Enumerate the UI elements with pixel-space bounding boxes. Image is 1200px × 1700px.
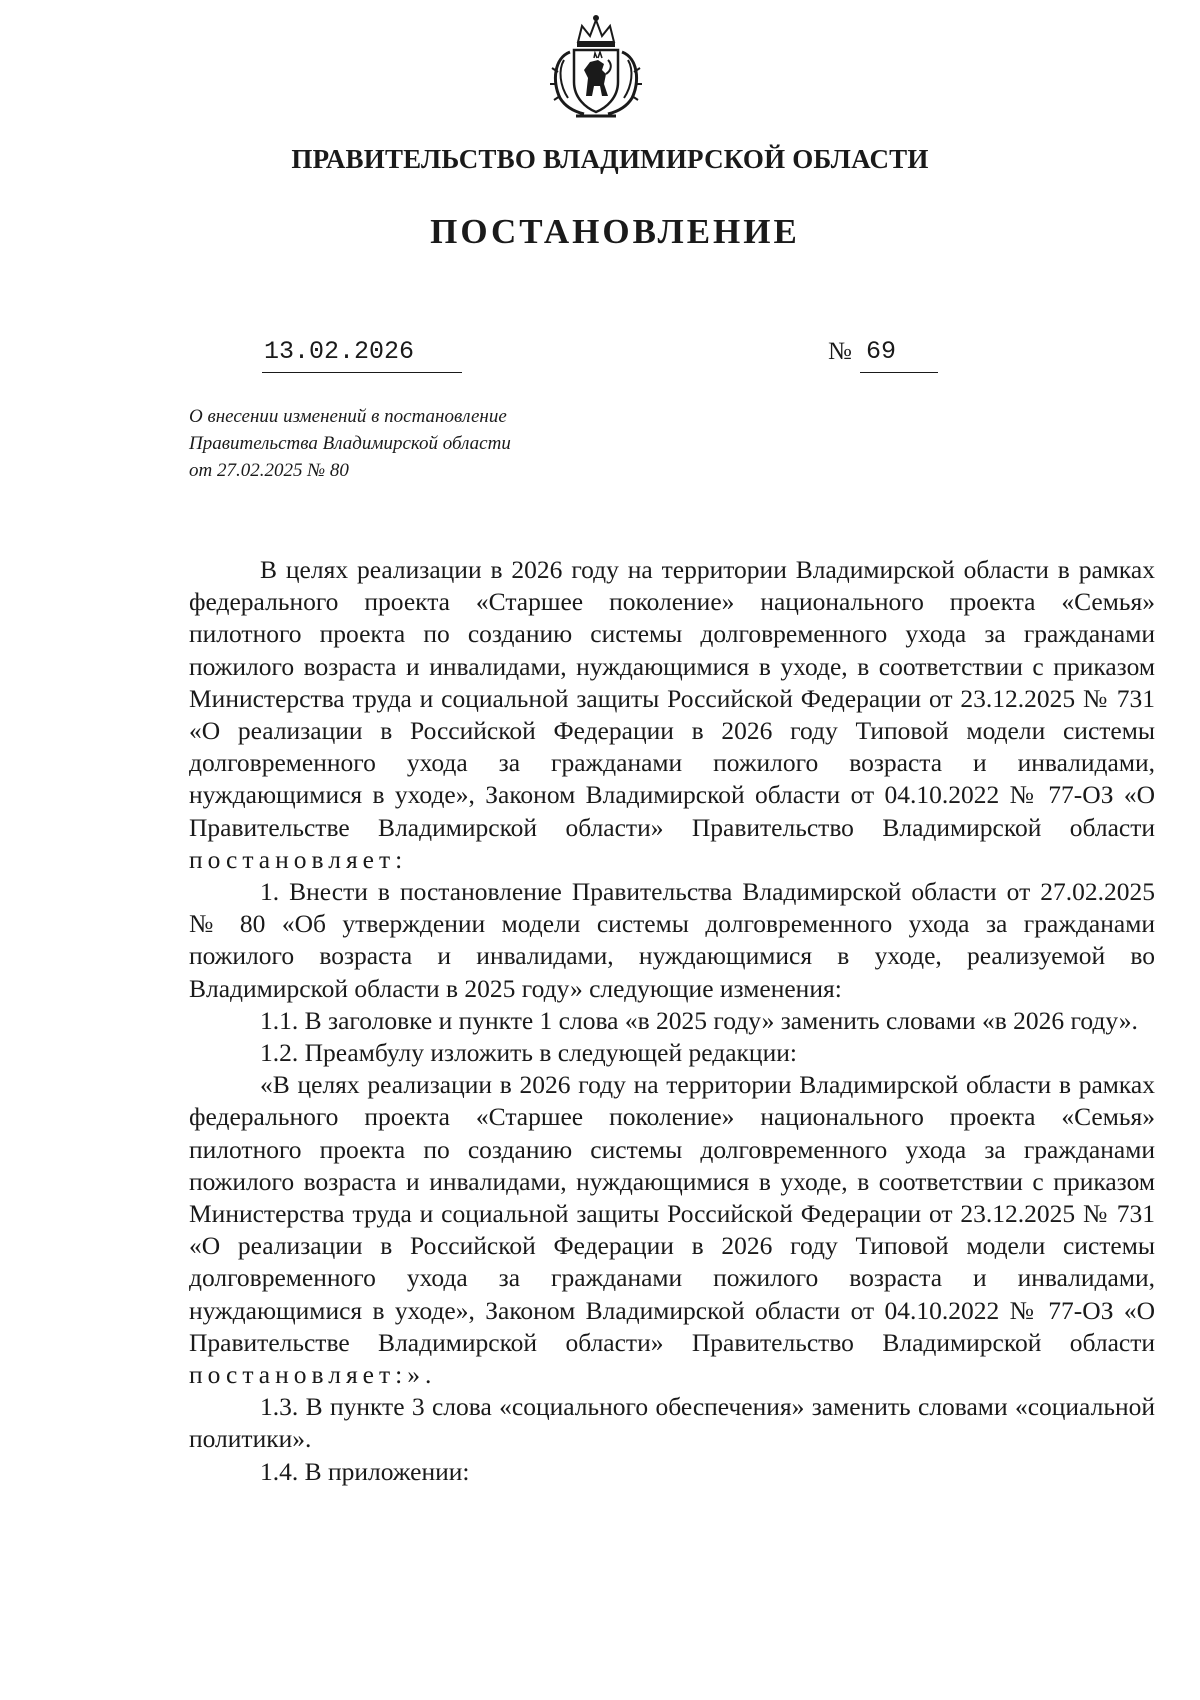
- document-body: [189, 554, 1155, 1488]
- quoted-resolution-verb: постановляет:».: [189, 1360, 437, 1390]
- document-number: 69: [866, 337, 897, 366]
- subject-line: О внесении изменений в постановление: [189, 406, 507, 427]
- quoted-preamble-paragraph: «В целях реализации в 2026 году на территории Владимирской области в рамках федерального проекта «Старшее поколение» национального проекта «Семья» пилотного проекта по созданию системы долговременного ухода за гражданами пожилого возраста и инвалидами, нуждающимися в уходе, в соответствии с приказом Министерства труда и социальной защиты Российской Федерации от 23.12.2025 № 731 «О реализации в Российской Федерации в 2026 году Типовой модели системы долговременного ухода за гражданами пожилого возраста и инвалидами, нуждающимися в уходе», Законом Владимирской области от 04.10.2022 № 77-ОЗ «О Правительстве Владимирской области» Правительство Владимирской области: [189, 1070, 1155, 1357]
- item-1-4: 1.4. В приложении:: [260, 1456, 470, 1486]
- number-sign: №: [828, 338, 852, 365]
- number-underline: [860, 372, 938, 373]
- preamble-paragraph: В целях реализации в 2026 году на территории Владимирской области в рамках федерального проекта «Старшее поколение» национального проекта «Семья» пилотного проекта по созданию системы долговременного ухода за гражданами пожилого возраста и инвалидами, нуждающимися в уходе, в соответствии с приказом Министерства труда и социальной защиты Российской Федерации от 23.12.2025 № 731 «О реализации в Российской Федерации в 2026 году Типовой модели системы долговременного ухода за гражданами пожилого возраста и инвалидами, нуждающимися в уходе», Законом Владимирской области от 04.10.2022 № 77-ОЗ «О Правительстве Владимирской области» Правительство Владимирской области: [189, 555, 1155, 842]
- resolution-verb: постановляет:: [189, 844, 408, 874]
- document-date: 13.02.2026: [264, 337, 415, 366]
- subject-line: Правительства Владимирской области: [189, 433, 511, 454]
- date-underline: [262, 372, 462, 373]
- coat-of-arms-emblem: [540, 12, 652, 124]
- document-subject: [189, 403, 511, 484]
- document-type-title: ПОСТАНОВЛЕНИЕ: [430, 212, 800, 251]
- item-1: 1. Внести в постановление Правительства Владимирской области от 27.02.2025 № 80 «Об утверждении модели системы долговременного ухода за гражданами пожилого возраста и инвалидами, нуждающимися в уходе, реализуемой во Владимирской области в 2025 году» следующие изменения:: [189, 877, 1155, 1003]
- organization-title: ПРАВИТЕЛЬСТВО ВЛАДИМИРСКОЙ ОБЛАСТИ: [291, 144, 929, 174]
- item-1-1: 1.1. В заголовке и пункте 1 слова «в 2025 году» заменить словами «в 2026 году».: [260, 1005, 1138, 1035]
- item-1-3: 1.3. В пункте 3 слова «социального обеспечения» заменить словами «социальной политики».: [189, 1392, 1155, 1454]
- subject-line: от 27.02.2025 № 80: [189, 460, 349, 481]
- item-1-2: 1.2. Преамбулу изложить в следующей редакции:: [260, 1038, 797, 1068]
